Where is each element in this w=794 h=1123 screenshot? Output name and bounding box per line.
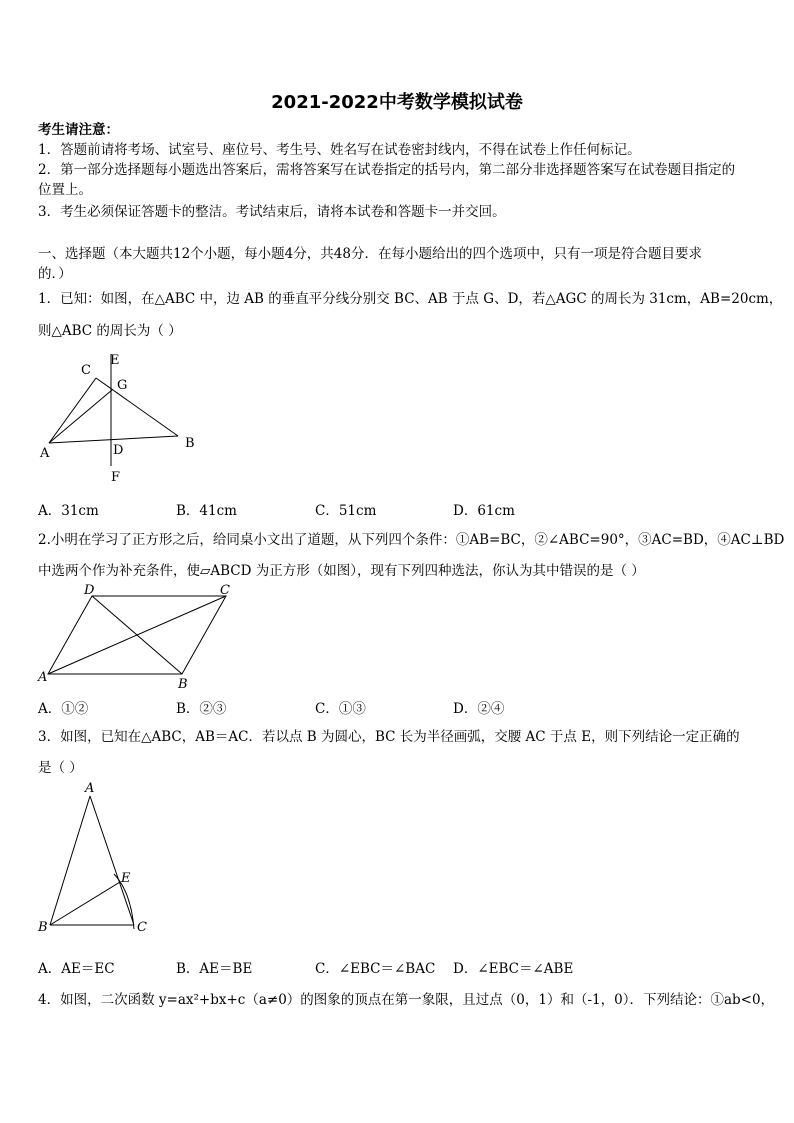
q1-label-d: D: [113, 443, 124, 458]
q3-option-b[interactable]: B．AE＝BE: [176, 961, 253, 977]
q1-label-g: G: [117, 378, 128, 393]
q2-option-b[interactable]: B．②③: [176, 701, 227, 717]
q2-option-d[interactable]: D．②④: [453, 701, 505, 717]
q1-option-b[interactable]: B．41cm: [176, 503, 237, 519]
notice-item-1: 1．答题前请将考场、试室号、座位号、考生号、姓名写在试卷密封线内，不得在试卷上作任何标记。: [38, 142, 641, 158]
section-heading: 一、选择题（本大题共12个小题，每小题4分，共48分．在每小题给出的四个选项中，只有一项是符合题目要求: [38, 246, 702, 262]
notice-item-2: 2．第一部分选择题每小题选出答案后，需将答案写在试卷指定的括号内，第二部分非选择题答案写在试卷题目指定的: [38, 162, 736, 178]
q1-label-f: F: [111, 470, 121, 485]
q2-option-a[interactable]: A．①②: [38, 701, 89, 717]
q2-label-a: A: [38, 670, 48, 685]
q3-figure: [30, 778, 160, 943]
q1-line-ab: [49, 436, 178, 443]
notice-heading: 考生请注意：: [38, 122, 119, 138]
q3-label-a: A: [85, 781, 95, 796]
q1-line-cb: [96, 378, 178, 436]
q3-label-b: B: [38, 920, 48, 935]
q1-option-c[interactable]: C．51cm: [315, 503, 377, 519]
q3-line-ab: [50, 796, 90, 925]
q3-line-ac: [90, 796, 134, 925]
q3-text: 3．如图，已知在△ABC，AB＝AC．若以点 B 为圆心，BC 长为半径画弧，交腰 AC 于点 E，则下列结论一定正确的: [38, 729, 740, 745]
q2-text-cont: 中选两个作为补充条件，使▱ABCD 为正方形（如图），现有下列四种选法，你认为其中错误的是（ ）: [38, 563, 645, 579]
notice-item-2-cont: 位置上。: [38, 182, 92, 198]
q1-label-a: A: [40, 446, 50, 461]
q2-option-c[interactable]: C．①③: [315, 701, 366, 717]
q1-line-ca: [49, 378, 96, 443]
q3-option-d[interactable]: D．∠EBC＝∠ABE: [453, 961, 574, 977]
q2-figure: [30, 582, 240, 692]
q1-label-b: B: [185, 436, 195, 451]
page-title: 2021-2022中考数学模拟试卷: [271, 92, 523, 113]
q3-label-c: C: [137, 920, 147, 935]
q3-line-be: [50, 882, 120, 925]
q4-text: 4．如图，二次函数 y=ax²+bx+c（a≠0）的图象的顶点在第一象限，且过点（0，1）和（-1，0）．下列结论：①ab<0，: [38, 992, 775, 1008]
q2-text: 2.小明在学习了正方形之后，给同桌小文出了道题，从下列四个条件：①AB=BC，②∠ABC=90°，③AC=BD，④AC⊥BD: [38, 532, 785, 548]
q1-text-cont: 则△ABC 的周长为（ ）: [38, 323, 182, 339]
q3-option-c[interactable]: C．∠EBC＝∠BAC: [315, 961, 436, 977]
q2-label-d: D: [84, 583, 95, 598]
q1-label-e: E: [110, 353, 120, 368]
q3-option-a[interactable]: A．AE＝EC: [38, 961, 115, 977]
q1-text: 1．已知：如图，在△ABC 中，边 AB 的垂直平分线分别交 BC、AB 于点 G、D，若△AGC 的周长为 31cm，AB=20cm，: [38, 291, 783, 307]
q3-text-cont: 是（ ）: [38, 760, 83, 776]
q2-diagonal-bd: [92, 596, 182, 674]
q2-label-c: C: [220, 583, 230, 598]
q1-figure: [30, 348, 210, 488]
notice-item-3: 3．考生必须保证答题卡的整洁。考试结束后，请将本试卷和答题卡一并交回。: [38, 204, 506, 220]
q3-label-e: E: [121, 871, 131, 886]
q1-line-ag: [49, 390, 112, 443]
section-heading-cont: 的．）: [38, 266, 72, 282]
q2-label-b: B: [178, 677, 188, 692]
q1-option-a[interactable]: A．31cm: [38, 503, 99, 519]
q1-option-d[interactable]: D．61cm: [453, 503, 515, 519]
q1-label-c: C: [81, 363, 91, 378]
